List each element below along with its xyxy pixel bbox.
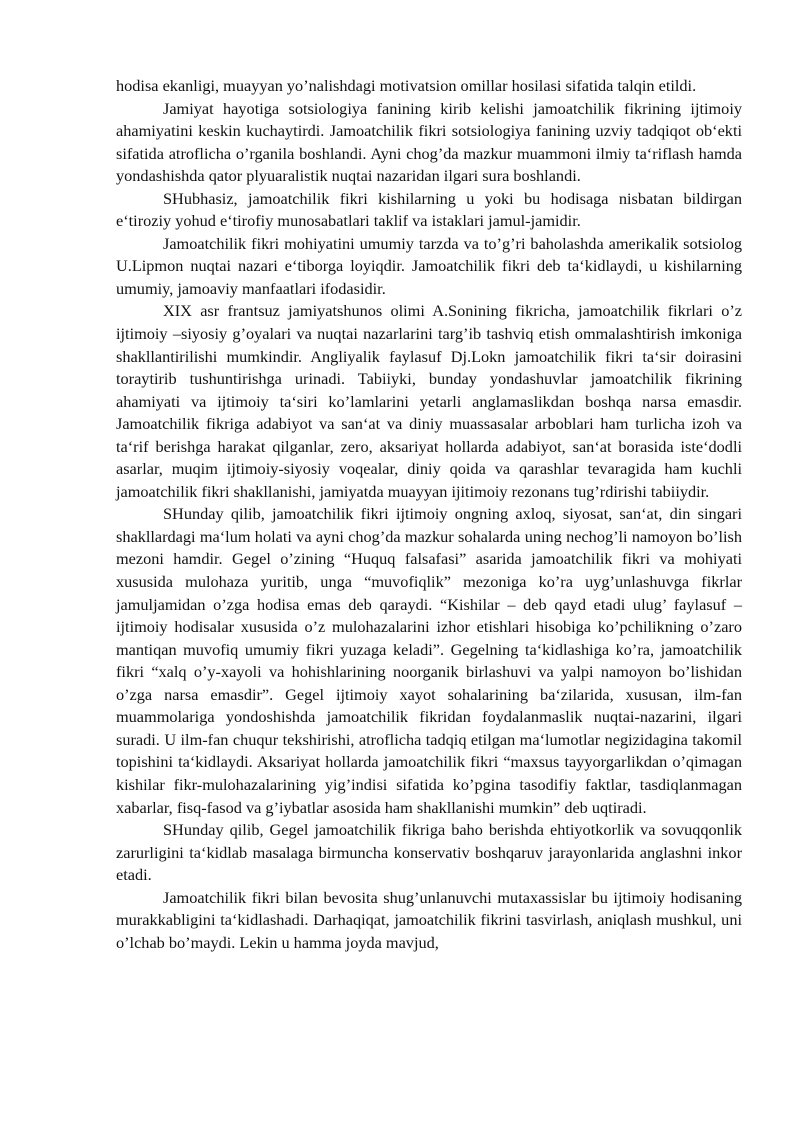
paragraph-3: SHubhasiz, jamoatchilik fikri kishilarning u yoki bu hodisaga nisbatan bildirgan e‘tiroziy yohud e‘tirofiy munosabatlari taklif va istaklari jamul-jamidir.	[116, 188, 742, 231]
paragraph-7: SHunday qilib, Gegel jamoatchilik fikriga baho berishda ehtiyotkorlik va sovuqqonlik zarurligini ta‘kidlab masalaga birmuncha konservativ boshqaruv jarayonlarida anglashni inkor etadi.	[116, 820, 742, 885]
document-body	[116, 75, 742, 954]
paragraph-2: Jamiyat hayotiga sotsiologiya fanining kirib kelishi jamoatchilik fikrining ijtimoiy ahamiyatini keskin kuchaytirdi. Jamoatchilik fikri sotsiologiya fanining uzviy tadqiqot ob‘ekti sifatida atroflicha o’rganila boshlandi. Ayni chog’da mazkur muammoni ilmiy ta‘riflash hamda yondashishda qator plyuaralistik nuqtai nazaridan ilgari sura boshlandi.	[116, 98, 742, 186]
paragraph-1: hodisa ekanligi, muayyan yo’nalishdagi motivatsion omillar hosilasi sifatida talqin etildi.	[116, 76, 697, 95]
paragraph-6: SHunday qilib, jamoatchilik fikri ijtimoiy ongning axloq, siyosat, san‘at, din singari shakllardagi ma‘lum holati va ayni chog’da mazkur sohalarda uning nechog’li namoyon bo’lish mezoni hamdir. Gegel o’zining “Huquq falsafasi” asarida jamoatchilik fikri va mohiyati xususida mulohaza yuritib, unga “muvofiqlik” mezoniga ko’ra uyg’unlashuvga fikrlar jamuljamidan o’zga hodisa emas deb qaraydi. “Kishilar – deb qayd etadi ulug’ faylasuf – ijtimoiy hodisalar xususida o’z mulohazalarini izhor etishlari hisobiga ko’pchilikning o’zaro mantiqan muvofiq umumiy fikri yuzaga keladi”. Gegelning ta‘kidlashiga ko’ra, jamoatchilik fikri “xalq o’y-xayoli va hohishlarining noorganik birlashuvi va yalpi namoyon bo’lishidan o’zga narsa emasdir”. Gegel ijtimoiy xayot sohalarining ba‘zilarida, xususan, ilm-fan muammolariga yondoshishda jamoatchilik fikridan foydalanmaslik nuqtai-nazarini, ilgari suradi. U ilm-fan chuqur tekshirishi, atroflicha tadqiq etilgan ma‘lumotlar negizidagina takomil topishini ta‘kidlaydi. Aksariyat hollarda jamoatchilik fikri “maxsus tayyorgarlikdan o’qimagan kishilar fikr-mulohazalarining yig’indisi sifatida ko’pgina tasodifiy faktlar, tasdiqlanmagan xabarlar, fisq-fasod va g’iybatlar asosida ham shakllanishi mumkin” deb uqtiradi.	[116, 504, 742, 817]
paragraph-8: Jamoatchilik fikri bilan bevosita shug’unlanuvchi mutaxassislar bu ijtimoiy hodisaning murakkabligini ta‘kidlashadi. Darhaqiqat, jamoatchilik fikrini tasvirlash, aniqlash mushkul, uni o’lchab bo’maydi. Lekin u hamma joyda mavjud,	[116, 887, 742, 952]
paragraph-4: Jamoatchilik fikri mohiyatini umumiy tarzda va to’g’ri baholashda amerikalik sotsiolog U.Lipmon nuqtai nazari e‘tiborga loyiqdir. Jamoatchilik fikri deb ta‘kidlaydi, u kishilarning umumiy, jamoaviy manfaatlari ifodasidir.	[116, 233, 742, 298]
paragraph-5: XIX asr frantsuz jamiyatshunos olimi A.Sonining fikricha, jamoatchilik fikrlari o’z ijtimoiy –siyosiy g’oyalari va nuqtai nazarlarini targ’ib tashviq etish ommalashtirish imkoniga shakllantirilishi mumkindir. Angliyalik faylasuf Dj.Lokn jamoatchilik fikri ta‘sir doirasini toraytirib tushuntirishga urinadi. Tabiiyki, bunday yondashuvlar jamoatchilik fikrining ahamiyati va ijtimoiy ta‘siri ko’lamlarini yetarli anglamaslikdan boshqa narsa emasdir. Jamoatchilik fikriga adabiyot va san‘at va diniy muassasalar arboblari ham turlicha izoh va ta‘rif berishga harakat qilganlar, zero, aksariyat hollarda adabiyot, san‘at borasida iste‘dodli asarlar, muqim ijtimoiy-siyosiy voqealar, diniy qoida va qarashlar tevaragida ham kuchli jamoatchilik fikri shakllanishi, jamiyatda muayyan ijitimoiy rezonans tug’rdirishi tabiiydir.	[116, 301, 742, 501]
